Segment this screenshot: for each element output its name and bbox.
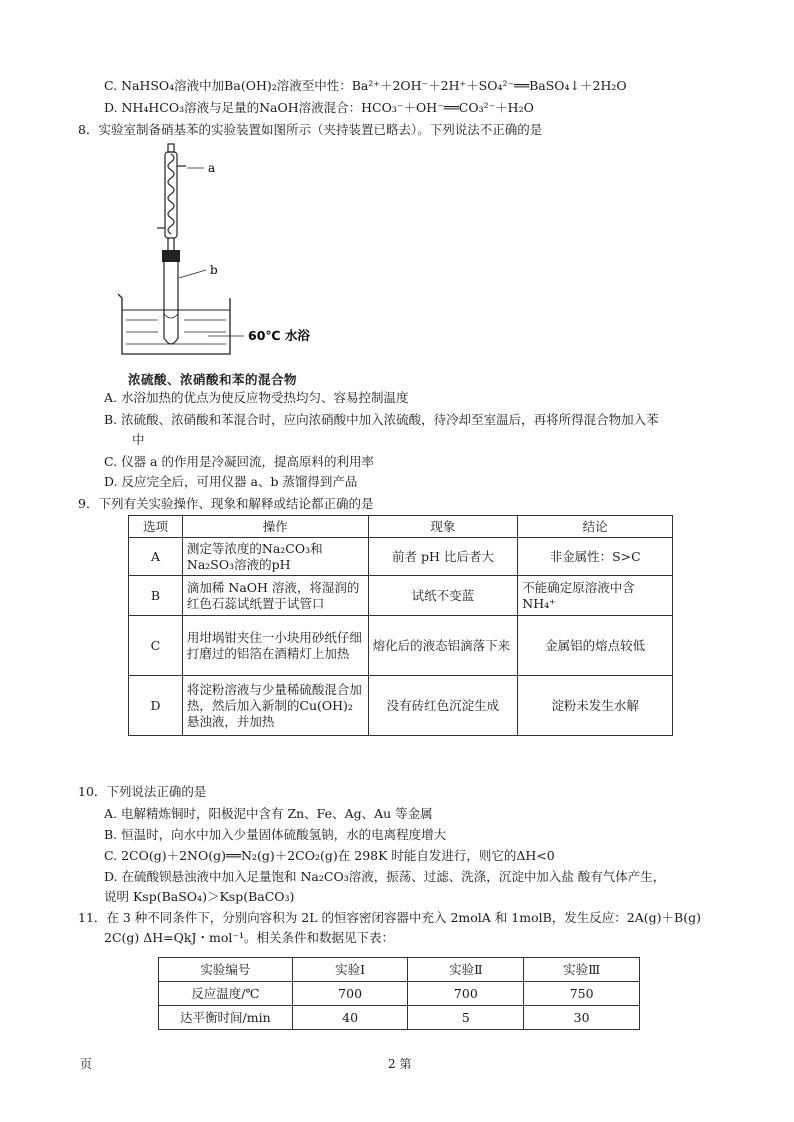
nitrobenzene-apparatus-diagram	[112, 138, 342, 388]
label-b: b	[210, 263, 218, 277]
q10-option-b: B. 恒温时，向水中加入少量固体硫酸氢钠，水的电离程度增大	[104, 827, 447, 842]
q11-header-experiment: 实验编号	[159, 958, 293, 982]
beaker-outline	[118, 294, 230, 354]
q10-option-d-cont: 说明 Ksp(BaSO₄)＞Ksp(BaCO₃)	[104, 889, 295, 904]
q7-option-d: D. NH₄HCO₃溶液与足量的NaOH溶液混合：HCO₃⁻＋OH⁻══CO₃²⁻＋H₂O	[104, 100, 534, 115]
q9-cell-operation: 将淀粉溶液与少量稀硫酸混合加热，然后加入新制的Cu(OH)₂悬浊液，并加热	[182, 676, 368, 736]
q9-cell-phenomenon: 没有砖红色沉淀生成	[368, 676, 518, 736]
label-a: a	[208, 161, 216, 175]
q11-cell-value: 700	[408, 982, 524, 1006]
q9-header-row	[129, 516, 673, 538]
q11-stem-cont: 2C(g) ΔH=QkJ・mol⁻¹。相关条件和数据见下表：	[104, 930, 394, 945]
table-row	[159, 982, 640, 1006]
q9-cell-operation: 用坩埚钳夹住一小块用砂纸仔细打磨过的铝箔在酒精灯上加热	[182, 616, 368, 676]
water-bath-label: 60℃ 水浴	[248, 328, 310, 343]
q9-cell-option: D	[129, 676, 183, 736]
q11-stem: 11．在 3 种不同条件下，分别向容积为 2L 的恒容密闭容器中充入 2molA 和 1molB，发生反应：2A(g)＋B(g)	[78, 910, 701, 925]
q9-cell-phenomenon: 熔化后的液态铝滴落下来	[368, 616, 518, 676]
q8-option-b: B. 浓硫酸、浓硝酸和苯混合时，应向浓硝酸中加入浓硫酸，待冷却至室温后，再将所得混合物加入苯	[104, 412, 659, 427]
q10-option-a: A. 电解精炼铜时，阳极泥中含有 Zn、Fe、Ag、Au 等金属	[104, 806, 433, 821]
table-row	[129, 576, 673, 616]
q11-header-row	[159, 958, 640, 982]
q11-header-exp1: 实验Ⅰ	[292, 958, 408, 982]
q9-cell-option: C	[129, 616, 183, 676]
q8-option-d: D. 反应完全后，可用仪器 a、b 蒸馏得到产品	[104, 474, 358, 489]
q11-cell-value: 30	[524, 1006, 640, 1030]
q11-header-exp3: 实验Ⅲ	[524, 958, 640, 982]
page-number: 2 第	[388, 1057, 412, 1071]
q9-table	[128, 515, 673, 736]
q9-header-phenomenon: 现象	[368, 516, 518, 538]
table-row	[129, 676, 673, 736]
condenser-top-cap	[168, 144, 174, 152]
figure-caption: 浓硫酸、浓硝酸和苯的混合物	[128, 372, 298, 387]
q11-cell-value: 40	[292, 1006, 408, 1030]
q9-cell-operation: 滴加稀 NaOH 溶液，将湿润的红色石蕊试纸置于试管口	[182, 576, 368, 616]
q10-option-d: D. 在硫酸钡悬浊液中加入足量饱和 Na₂CO₃溶液，振荡、过滤、洗涤，沉淀中加入盐 酸有气体产生，	[104, 869, 666, 884]
q8-option-a: A. 水浴加热的优点为使反应物受热均匀、容易控制温度	[104, 390, 409, 405]
table-row	[129, 538, 673, 576]
q9-header-operation: 操作	[182, 516, 368, 538]
q9-cell-operation: 测定等浓度的Na₂CO₃和Na₂SO₃溶液的pH	[182, 538, 368, 576]
rubber-stopper	[162, 250, 180, 262]
q10-stem: 10．下列说法正确的是	[78, 784, 207, 799]
q9-stem: 9．下列有关实验操作、现象和解释或结论都正确的是	[78, 496, 374, 511]
q9-cell-phenomenon: 前者 pH 比后者大	[368, 538, 518, 576]
condenser-inner-coil	[168, 154, 174, 234]
q11-cell-value: 700	[292, 982, 408, 1006]
q11-cell-label: 达平衡时间/min	[159, 1006, 293, 1030]
q9-cell-conclusion: 非金属性：S>C	[518, 538, 673, 576]
q9-cell-phenomenon: 试纸不变蓝	[368, 576, 518, 616]
q11-table	[158, 957, 640, 1030]
footer-left: 页	[80, 1057, 93, 1071]
apparatus-figure	[112, 138, 342, 388]
q8-option-b-cont: 中	[132, 432, 145, 447]
q9-cell-option: A	[129, 538, 183, 576]
q7-option-c: C. NaHSO₄溶液中加Ba(OH)₂溶液至中性：Ba²⁺＋2OH⁻＋2H⁺＋SO₄²⁻══BaSO₄↓＋2H₂O	[104, 78, 627, 93]
q9-header-conclusion: 结论	[518, 516, 673, 538]
q10-option-c: C. 2CO(g)＋2NO(g)══N₂(g)＋2CO₂(g)在 298K 时能自发进行，则它的ΔH<0	[104, 848, 555, 863]
q11-cell-label: 反应温度/℃	[159, 982, 293, 1006]
condenser-outer-jacket	[165, 152, 177, 238]
tube-liquid-surface	[164, 314, 178, 318]
q11-header-exp2: 实验Ⅱ	[408, 958, 524, 982]
label-b-pointer	[179, 270, 206, 278]
q9-header-option: 选项	[129, 516, 183, 538]
q9-cell-conclusion: 不能确定原溶液中含NH₄⁺	[518, 576, 673, 616]
q8-option-c: C. 仪器 a 的作用是冷凝回流，提高原料的利用率	[104, 454, 374, 469]
q9-cell-option: B	[129, 576, 183, 616]
q8-stem: 8．实验室制备硝基苯的实验装置如图所示（夹持装置已略去）。下列说法不正确的是	[78, 122, 543, 137]
table-row	[129, 616, 673, 676]
q9-cell-conclusion: 金属铝的熔点较低	[518, 616, 673, 676]
q11-cell-value: 750	[524, 982, 640, 1006]
q9-cell-conclusion: 淀粉未发生水解	[518, 676, 673, 736]
table-row	[159, 1006, 640, 1030]
q11-cell-value: 5	[408, 1006, 524, 1030]
test-tube	[164, 262, 178, 344]
